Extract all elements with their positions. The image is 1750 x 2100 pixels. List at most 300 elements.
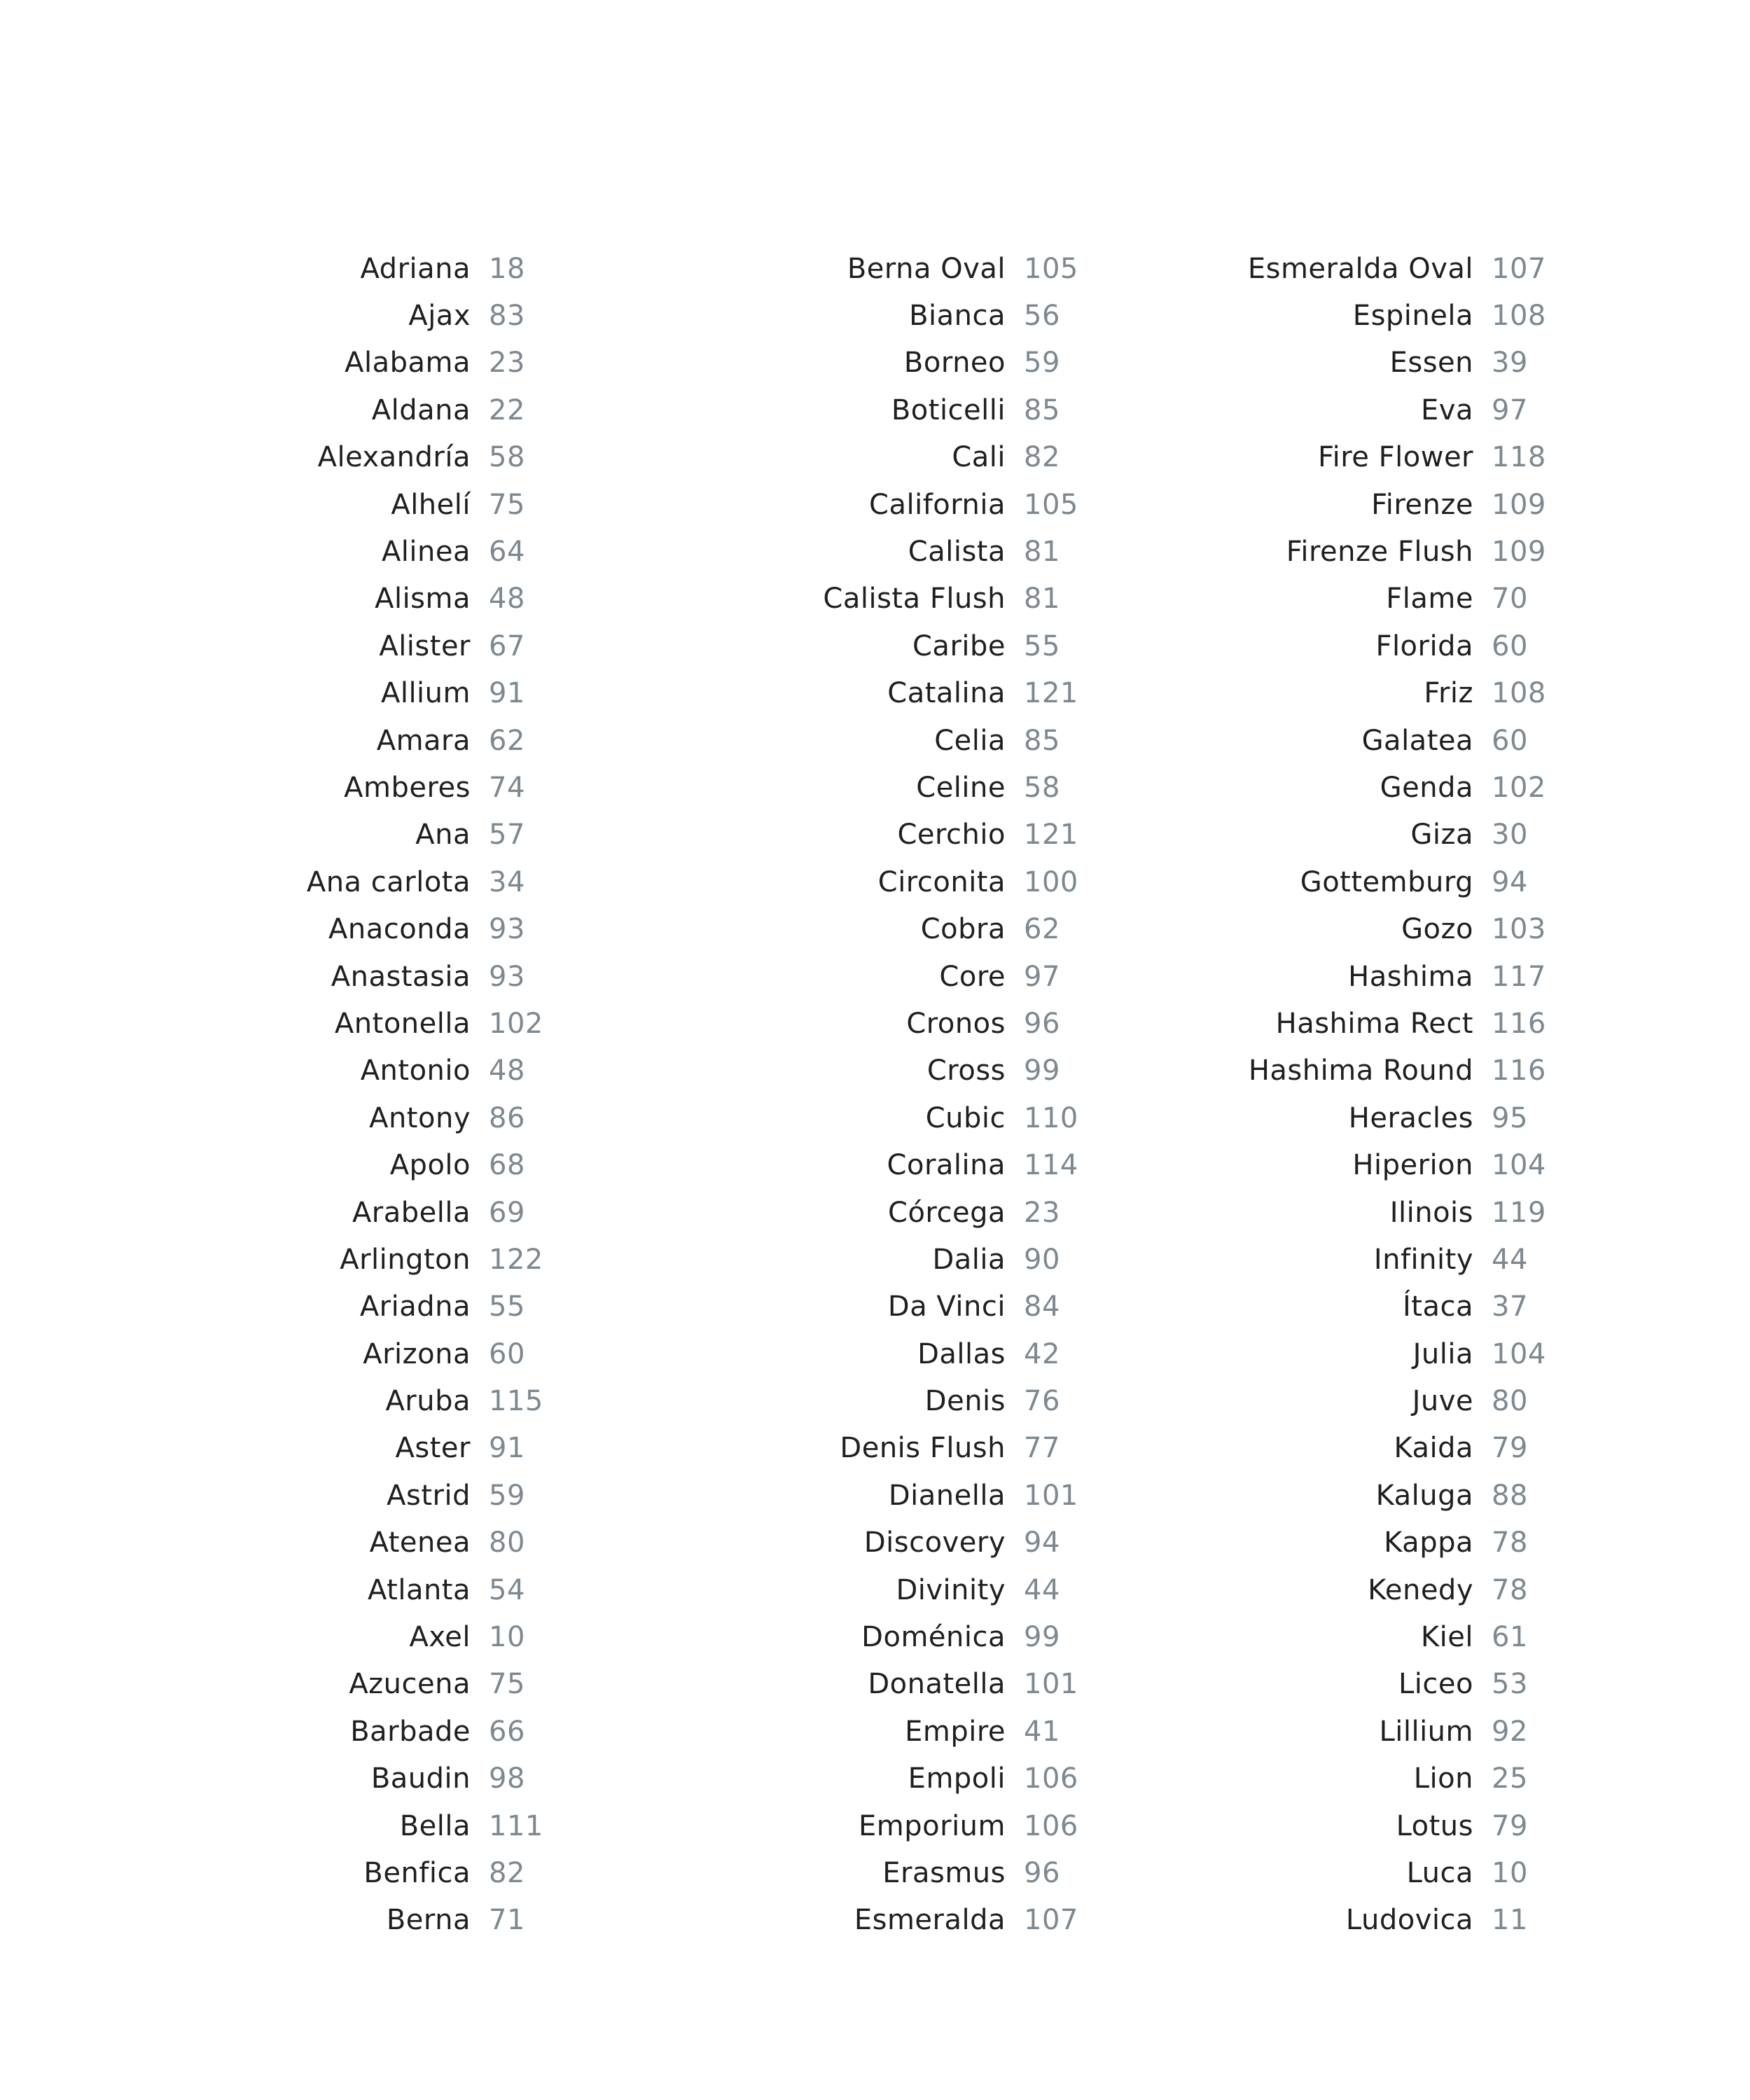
entry-page-number: 108 (1492, 300, 1546, 333)
index-entry (1190, 670, 1546, 717)
entry-page-number: 94 (1024, 1527, 1060, 1559)
entry-name: Dalia (932, 1243, 1006, 1276)
entry-page-number: 42 (1024, 1337, 1060, 1370)
index-entry (182, 858, 543, 905)
entry-name: Florida (1375, 630, 1473, 662)
entry-name: Coralina (887, 1149, 1006, 1182)
entry-page-number: 44 (1492, 1243, 1528, 1276)
entry-page-number: 85 (1024, 394, 1060, 426)
entry-name: Julia (1412, 1337, 1473, 1370)
entry-page-number: 67 (489, 630, 525, 662)
entry-name: California (869, 488, 1006, 521)
entry-name: Dianella (888, 1479, 1006, 1512)
entry-name: Ana (415, 819, 471, 851)
index-entry (700, 1661, 1078, 1708)
index-entry (700, 1849, 1078, 1896)
entry-page-number: 114 (1024, 1149, 1078, 1182)
index-entry (182, 1048, 543, 1094)
entry-page-number: 121 (1024, 819, 1078, 851)
entry-name: Genda (1380, 771, 1473, 804)
index-entry (1190, 1755, 1546, 1802)
entry-page-number: 93 (489, 960, 525, 993)
entry-name: Discovery (863, 1527, 1006, 1559)
index-entry (700, 1613, 1078, 1660)
entry-page-number: 102 (1492, 771, 1546, 804)
index-entry (182, 1236, 543, 1283)
index-entry (700, 1048, 1078, 1094)
index-entry (700, 528, 1078, 575)
index-entry (1190, 1708, 1546, 1755)
entry-name: Alister (379, 630, 471, 662)
entry-name: Calista (908, 536, 1006, 569)
index-column-3 (1190, 245, 1546, 1944)
entry-name: Allium (380, 677, 471, 710)
index-entry (182, 1520, 543, 1566)
entry-name: Adriana (360, 252, 471, 285)
entry-page-number: 80 (489, 1527, 525, 1559)
index-entry (700, 953, 1078, 1000)
entry-page-number: 97 (1024, 960, 1060, 993)
entry-page-number: 34 (489, 865, 525, 898)
index-entry (700, 1000, 1078, 1047)
index-entry (182, 1897, 543, 1944)
index-entry (1190, 623, 1546, 669)
entry-page-number: 54 (489, 1573, 525, 1606)
index-entry (1190, 1520, 1546, 1566)
entry-page-number: 97 (1492, 394, 1528, 426)
entry-name: Denis Flush (840, 1432, 1006, 1465)
index-entry (1190, 1284, 1546, 1330)
index-entry (700, 340, 1078, 387)
entry-name: Firenze Flush (1286, 536, 1473, 569)
index-entry (700, 1425, 1078, 1472)
entry-name: Doménica (861, 1621, 1006, 1654)
index-entry (700, 245, 1078, 292)
entry-page-number: 119 (1492, 1196, 1546, 1229)
index-entry (1190, 1613, 1546, 1660)
entry-page-number: 58 (1024, 771, 1060, 804)
entry-page-number: 59 (489, 1479, 525, 1512)
index-entry (1190, 292, 1546, 339)
index-entry (182, 1755, 543, 1802)
entry-page-number: 101 (1024, 1668, 1078, 1701)
entry-name: Espinela (1352, 300, 1473, 333)
index-entry (182, 1661, 543, 1708)
entry-name: Arlington (340, 1243, 471, 1276)
entry-name: Hashima (1348, 960, 1473, 993)
index-entry (182, 717, 543, 764)
entry-name: Córcega (888, 1196, 1006, 1229)
entry-name: Esmeralda (854, 1904, 1006, 1937)
index-entry (1190, 858, 1546, 905)
entry-page-number: 110 (1024, 1101, 1078, 1134)
entry-page-number: 96 (1024, 1856, 1060, 1889)
index-entry (1190, 1377, 1546, 1424)
index-entry (182, 1472, 543, 1519)
entry-page-number: 57 (489, 819, 525, 851)
entry-page-number: 81 (1024, 583, 1060, 616)
entry-page-number: 58 (489, 441, 525, 474)
entry-page-number: 80 (1492, 1385, 1528, 1418)
entry-name: Divinity (896, 1573, 1006, 1606)
entry-page-number: 81 (1024, 536, 1060, 569)
index-column-1 (182, 245, 543, 1944)
entry-page-number: 91 (489, 677, 525, 710)
index-entry (1190, 1472, 1546, 1519)
index-entry (182, 292, 543, 339)
entry-page-number: 78 (1492, 1527, 1528, 1559)
index-entry (182, 340, 543, 387)
index-entry (1190, 434, 1546, 481)
entry-name: Fire Flower (1318, 441, 1473, 474)
entry-name: Infinity (1373, 1243, 1473, 1276)
index-entry (1190, 1425, 1546, 1472)
entry-name: Cross (926, 1055, 1006, 1087)
entry-page-number: 94 (1492, 865, 1528, 898)
entry-page-number: 22 (489, 394, 525, 426)
index-entry (182, 245, 543, 292)
index-entry (1190, 340, 1546, 387)
index-entry (1190, 1802, 1546, 1849)
entry-name: Aldana (371, 394, 471, 426)
index-entry (700, 670, 1078, 717)
entry-page-number: 76 (1024, 1385, 1060, 1418)
index-entry (700, 764, 1078, 811)
entry-page-number: 82 (489, 1856, 525, 1889)
index-entry (700, 812, 1078, 858)
entry-page-number: 75 (489, 488, 525, 521)
index-entry (182, 623, 543, 669)
entry-name: Celia (934, 724, 1006, 757)
index-entry (1190, 1000, 1546, 1047)
index-entry (182, 1189, 543, 1236)
index-entry (700, 1377, 1078, 1424)
entry-page-number: 109 (1492, 536, 1546, 569)
entry-name: Bella (399, 1809, 471, 1842)
index-entry (182, 1330, 543, 1377)
index-entry (1190, 905, 1546, 952)
entry-page-number: 104 (1492, 1149, 1546, 1182)
entry-name: Caribe (912, 630, 1006, 662)
entry-name: Antony (369, 1101, 471, 1134)
entry-page-number: 11 (1492, 1904, 1528, 1937)
entry-name: Lillium (1379, 1715, 1473, 1748)
entry-name: Amara (376, 724, 471, 757)
entry-name: Calista Flush (823, 583, 1006, 616)
entry-page-number: 115 (489, 1385, 543, 1418)
index-entry (700, 1755, 1078, 1802)
index-entry (182, 1377, 543, 1424)
index-entry (700, 387, 1078, 433)
index-entry (700, 1141, 1078, 1188)
index-entry (1190, 481, 1546, 528)
index-entry (182, 387, 543, 433)
index-entry (1190, 1141, 1546, 1188)
index-entry (182, 1425, 543, 1472)
index-entry (182, 764, 543, 811)
index-entry (182, 1284, 543, 1330)
entry-name: Denis (924, 1385, 1006, 1418)
entry-page-number: 55 (1024, 630, 1060, 662)
entry-name: Empoli (908, 1762, 1006, 1795)
entry-name: Esmeralda Oval (1247, 252, 1473, 285)
entry-page-number: 25 (1492, 1762, 1528, 1795)
entry-name: Essen (1389, 347, 1473, 380)
entry-page-number: 44 (1024, 1573, 1060, 1606)
entry-name: Gozo (1401, 913, 1473, 946)
index-entry (1190, 387, 1546, 433)
entry-name: Kaluga (1375, 1479, 1473, 1512)
entry-name: Hashima Round (1248, 1055, 1473, 1087)
entry-page-number: 60 (1492, 630, 1528, 662)
index-entry (700, 717, 1078, 764)
entry-page-number: 60 (1492, 724, 1528, 757)
entry-name: Liceo (1398, 1668, 1473, 1701)
entry-name: Flame (1386, 583, 1473, 616)
entry-page-number: 41 (1024, 1715, 1060, 1748)
entry-page-number: 69 (489, 1196, 525, 1229)
entry-page-number: 82 (1024, 441, 1060, 474)
entry-page-number: 84 (1024, 1291, 1060, 1323)
index-entry (1190, 1330, 1546, 1377)
entry-name: Cobra (920, 913, 1006, 946)
entry-page-number: 99 (1024, 1621, 1060, 1654)
entry-name: Atlanta (367, 1573, 471, 1606)
index-entry (700, 858, 1078, 905)
index-entry (182, 1613, 543, 1660)
entry-page-number: 107 (1024, 1904, 1078, 1937)
index-entry (1190, 528, 1546, 575)
entry-page-number: 91 (489, 1432, 525, 1465)
entry-name: Cubic (925, 1101, 1006, 1134)
index-entry (182, 481, 543, 528)
index-entry (182, 1094, 543, 1141)
entry-page-number: 85 (1024, 724, 1060, 757)
index-entry (700, 905, 1078, 952)
entry-name: Galatea (1361, 724, 1473, 757)
entry-name: Alinea (381, 536, 471, 569)
entry-name: Benfica (363, 1856, 471, 1889)
entry-name: Axel (409, 1621, 471, 1654)
index-entry (700, 1897, 1078, 1944)
entry-page-number: 121 (1024, 677, 1078, 710)
entry-name: Lotus (1396, 1809, 1473, 1842)
entry-page-number: 100 (1024, 865, 1078, 898)
entry-page-number: 18 (489, 252, 525, 285)
index-entry (1190, 953, 1546, 1000)
entry-name: Hiperion (1352, 1149, 1473, 1182)
entry-name: Eva (1421, 394, 1473, 426)
entry-name: Barbade (350, 1715, 471, 1748)
entry-page-number: 90 (1024, 1243, 1060, 1276)
entry-page-number: 79 (1492, 1432, 1528, 1465)
entry-name: Berna Oval (847, 252, 1006, 285)
entry-page-number: 66 (489, 1715, 525, 1748)
entry-name: Cronos (906, 1007, 1006, 1040)
entry-name: Empire (905, 1715, 1006, 1748)
entry-page-number: 53 (1492, 1668, 1528, 1701)
entry-page-number: 106 (1024, 1809, 1078, 1842)
entry-name: Aruba (385, 1385, 471, 1418)
entry-page-number: 62 (1024, 913, 1060, 946)
entry-name: Core (939, 960, 1006, 993)
entry-name: Alexandría (317, 441, 471, 474)
entry-page-number: 23 (1024, 1196, 1060, 1229)
entry-page-number: 86 (489, 1101, 525, 1134)
entry-name: Aster (395, 1432, 471, 1465)
entry-name: Anastasia (331, 960, 471, 993)
entry-page-number: 122 (489, 1243, 543, 1276)
index-entry (182, 1849, 543, 1896)
index-entry (1190, 1048, 1546, 1094)
index-entry (182, 528, 543, 575)
entry-name: Catalina (887, 677, 1006, 710)
entry-name: Alabama (345, 347, 471, 380)
entry-page-number: 56 (1024, 300, 1060, 333)
entry-page-number: 106 (1024, 1762, 1078, 1795)
entry-page-number: 105 (1024, 252, 1078, 285)
entry-page-number: 104 (1492, 1337, 1546, 1370)
entry-name: Bianca (909, 300, 1006, 333)
entry-page-number: 116 (1492, 1055, 1546, 1087)
index-entry (1190, 576, 1546, 623)
entry-name: Dallas (917, 1337, 1006, 1370)
entry-page-number: 93 (489, 913, 525, 946)
index-entry (182, 1000, 543, 1047)
index-entry (700, 576, 1078, 623)
entry-name: Lion (1413, 1762, 1473, 1795)
entry-name: Ilinois (1389, 1196, 1473, 1229)
entry-page-number: 116 (1492, 1007, 1546, 1040)
index-entry (1190, 1897, 1546, 1944)
index-entry (182, 1802, 543, 1849)
entry-page-number: 103 (1492, 913, 1546, 946)
index-entry (1190, 812, 1546, 858)
entry-name: Luca (1406, 1856, 1473, 1889)
entry-name: Celine (916, 771, 1006, 804)
entry-name: Juve (1412, 1385, 1473, 1418)
index-entry (1190, 717, 1546, 764)
entry-name: Firenze (1371, 488, 1473, 521)
entry-name: Azucena (349, 1668, 471, 1701)
entry-name: Kiel (1420, 1621, 1473, 1654)
entry-name: Atenea (369, 1527, 471, 1559)
entry-page-number: 10 (489, 1621, 525, 1654)
index-entry (182, 670, 543, 717)
entry-page-number: 74 (489, 771, 525, 804)
index-entry (1190, 1189, 1546, 1236)
index-entry (182, 576, 543, 623)
entry-page-number: 59 (1024, 347, 1060, 380)
index-entry (700, 1472, 1078, 1519)
entry-name: Antonella (334, 1007, 471, 1040)
entry-page-number: 98 (489, 1762, 525, 1795)
entry-page-number: 88 (1492, 1479, 1528, 1512)
index-entry (700, 434, 1078, 481)
entry-name: Kenedy (1368, 1573, 1473, 1606)
entry-name: Kaida (1394, 1432, 1473, 1465)
entry-page-number: 48 (489, 583, 525, 616)
index-entry (700, 1802, 1078, 1849)
entry-name: Arabella (352, 1196, 471, 1229)
entry-page-number: 95 (1492, 1101, 1528, 1134)
entry-page-number: 68 (489, 1149, 525, 1182)
entry-page-number: 61 (1492, 1621, 1528, 1654)
entry-name: Donatella (868, 1668, 1006, 1701)
entry-name: Ludovica (1345, 1904, 1473, 1937)
entry-name: Berna (386, 1904, 471, 1937)
entry-page-number: 101 (1024, 1479, 1078, 1512)
entry-name: Cali (952, 441, 1006, 474)
entry-page-number: 107 (1492, 252, 1546, 285)
entry-name: Ariadna (359, 1291, 471, 1323)
index-entry (182, 905, 543, 952)
index-entry (700, 1566, 1078, 1613)
entry-page-number: 109 (1492, 488, 1546, 521)
entry-name: Circonita (877, 865, 1006, 898)
index-entry (1190, 764, 1546, 811)
index-entry (182, 434, 543, 481)
entry-name: Baudin (370, 1762, 471, 1795)
index-entry (1190, 1661, 1546, 1708)
entry-name: Alhelí (391, 488, 471, 521)
entry-name: Alisma (375, 583, 471, 616)
entry-page-number: 105 (1024, 488, 1078, 521)
index-column-2 (700, 245, 1078, 1944)
index-entry (182, 953, 543, 1000)
entry-page-number: 71 (489, 1904, 525, 1937)
entry-page-number: 70 (1492, 583, 1528, 616)
entry-name: Erasmus (882, 1856, 1006, 1889)
entry-name: Hashima Rect (1275, 1007, 1473, 1040)
index-entry (700, 1330, 1078, 1377)
entry-page-number: 78 (1492, 1573, 1528, 1606)
entry-name: Astrid (387, 1479, 471, 1512)
entry-name: Amberes (344, 771, 471, 804)
index-entry (182, 1566, 543, 1613)
entry-page-number: 92 (1492, 1715, 1528, 1748)
entry-name: Antonio (360, 1055, 471, 1087)
entry-page-number: 75 (489, 1668, 525, 1701)
index-entry (182, 1141, 543, 1188)
entry-page-number: 111 (489, 1809, 543, 1842)
entry-name: Borneo (903, 347, 1006, 380)
index-entry (700, 1189, 1078, 1236)
index-entry (1190, 245, 1546, 292)
index-entry (700, 1708, 1078, 1755)
index-entry (700, 1284, 1078, 1330)
entry-page-number: 39 (1492, 347, 1528, 380)
entry-name: Ítaca (1403, 1291, 1473, 1323)
entry-name: Emporium (859, 1809, 1006, 1842)
entry-page-number: 117 (1492, 960, 1546, 993)
index-entry (182, 1708, 543, 1755)
entry-page-number: 118 (1492, 441, 1546, 474)
index-entry (700, 292, 1078, 339)
entry-name: Giza (1410, 819, 1473, 851)
index-entry (700, 481, 1078, 528)
entry-page-number: 48 (489, 1055, 525, 1087)
entry-name: Apolo (389, 1149, 471, 1182)
index-entry (700, 1520, 1078, 1566)
entry-page-number: 79 (1492, 1809, 1528, 1842)
index-entry (1190, 1094, 1546, 1141)
index-entry (700, 1094, 1078, 1141)
index-entry (700, 623, 1078, 669)
entry-name: Cerchio (897, 819, 1006, 851)
entry-name: Da Vinci (887, 1291, 1006, 1323)
entry-page-number: 60 (489, 1337, 525, 1370)
